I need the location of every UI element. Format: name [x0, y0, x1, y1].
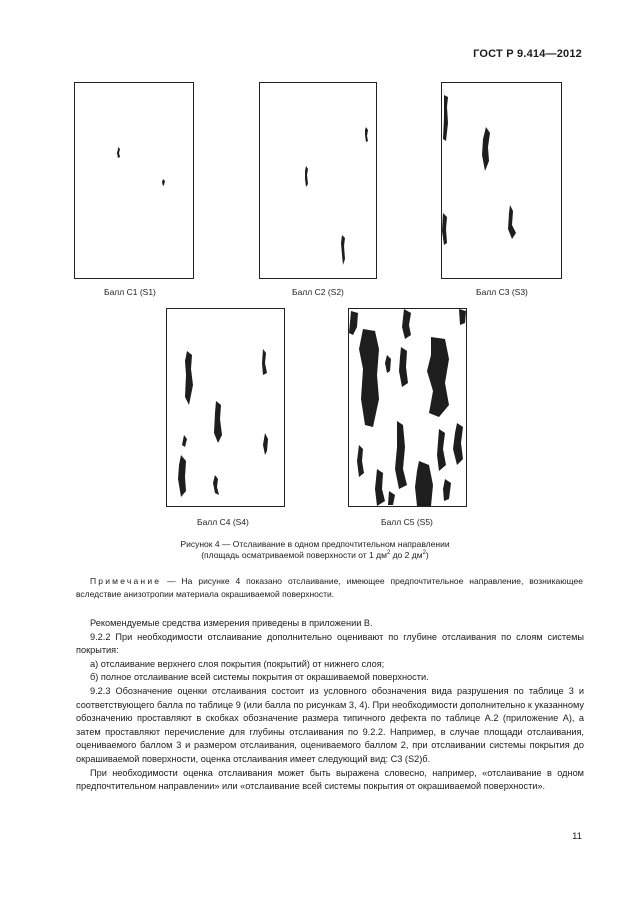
flake	[482, 127, 490, 171]
paragraph: При необходимости оценка отслаивания может быть выражена словесно, например, «отслаивание в одном предпочтительном направлении» или «отслаивание всей системы покрытия от окрашиваемой поверхности».	[76, 767, 584, 792]
figure-caption-area: (площадь осматриваемой поверхности от 1 $дм^2$ до 2 $дм^2$)	[201, 550, 429, 560]
flake	[453, 423, 463, 465]
list-item: б) полное отслаивание всей системы покрытия от окрашиваемой поверхности.	[90, 672, 429, 683]
flake	[375, 469, 385, 506]
panel-label-c3: Балл С3 (S3)	[476, 287, 528, 297]
figure-panel-c4	[166, 308, 285, 507]
document-code: ГОСТ Р 9.414—2012	[473, 48, 582, 60]
figure-caption	[0, 539, 630, 561]
figure-panel-c3	[441, 82, 562, 279]
paragraph: Рекомендуемые средства измерения приведены в приложении В.	[90, 618, 373, 628]
flake	[365, 127, 368, 142]
flake	[178, 455, 186, 497]
flake	[385, 355, 391, 373]
list-item: а) отслаивание верхнего слоя покрытия (покрытий) от нижнего слоя;	[90, 658, 385, 669]
flake	[415, 461, 433, 506]
figure-note	[76, 575, 583, 601]
figure-panel-c2	[259, 82, 377, 279]
figure-panel-c5	[348, 308, 467, 507]
flake	[182, 435, 187, 447]
body-text	[76, 617, 584, 794]
paragraph: 9.2.2 При необходимости отслаивание дополнительно оценивают по глубине отслаивания по слоям системы покрытия:	[76, 631, 584, 656]
note-text: — На рисунке 4 показано отслаивание, имеющее предпочтительное направление, возникающее вследствие анизотропии материала окрашиваемой поверхности.	[76, 576, 583, 599]
flake	[388, 491, 395, 505]
flake	[162, 179, 165, 186]
flake	[357, 445, 364, 477]
flake	[437, 429, 446, 471]
flake	[214, 401, 222, 443]
flake	[359, 329, 379, 427]
flake	[395, 421, 407, 489]
flake	[185, 351, 193, 405]
flake	[341, 235, 345, 265]
flake	[443, 479, 451, 501]
flake	[508, 205, 516, 239]
panel-label-c1: Балл С1 (S1)	[104, 287, 156, 297]
flake	[262, 349, 267, 375]
note-lead: Примечание	[90, 576, 162, 586]
flake	[459, 309, 466, 325]
panel-label-c4: Балл С4 (S4)	[197, 517, 249, 527]
page-number: 11	[572, 831, 582, 842]
flake	[443, 95, 448, 141]
flake	[305, 166, 308, 187]
flake	[117, 147, 120, 158]
flake	[442, 213, 447, 245]
figure-caption-title: Рисунок 4 — Отслаивание в одном предпочтительном направлении	[180, 539, 450, 549]
flake	[213, 475, 219, 495]
flake	[399, 347, 408, 387]
flake	[349, 311, 358, 335]
flake	[402, 309, 411, 339]
figure-panel-c1	[74, 82, 194, 279]
paragraph: 9.2.3 Обозначение оценки отслаивания состоит из условного обозначения вида разрушения по таблице 3 и соответствующего балла по таблице 9 (или балла по рисункам 3, 4). При необходимости дополнительно к указанному обозначению проставляют в скобках обозначение размера типичного дефекта по таблице А.2 (приложение А), а затем проставляют перечисление для глубины отслаивания по 9.2.2. Например, в случае площади отслаивания, оцениваемого баллом 3 и размером отслаивания, оцениваемого баллом 2, при отслаивании системы покрытия до окрашиваемой поверхности, оценка отслаивания имеет следующий вид: С3 (S2)б.	[76, 685, 584, 764]
flake	[427, 337, 449, 417]
panel-label-c2: Балл С2 (S2)	[292, 287, 344, 297]
panel-label-c5: Балл С5 (S5)	[381, 517, 433, 527]
flake	[263, 433, 268, 455]
